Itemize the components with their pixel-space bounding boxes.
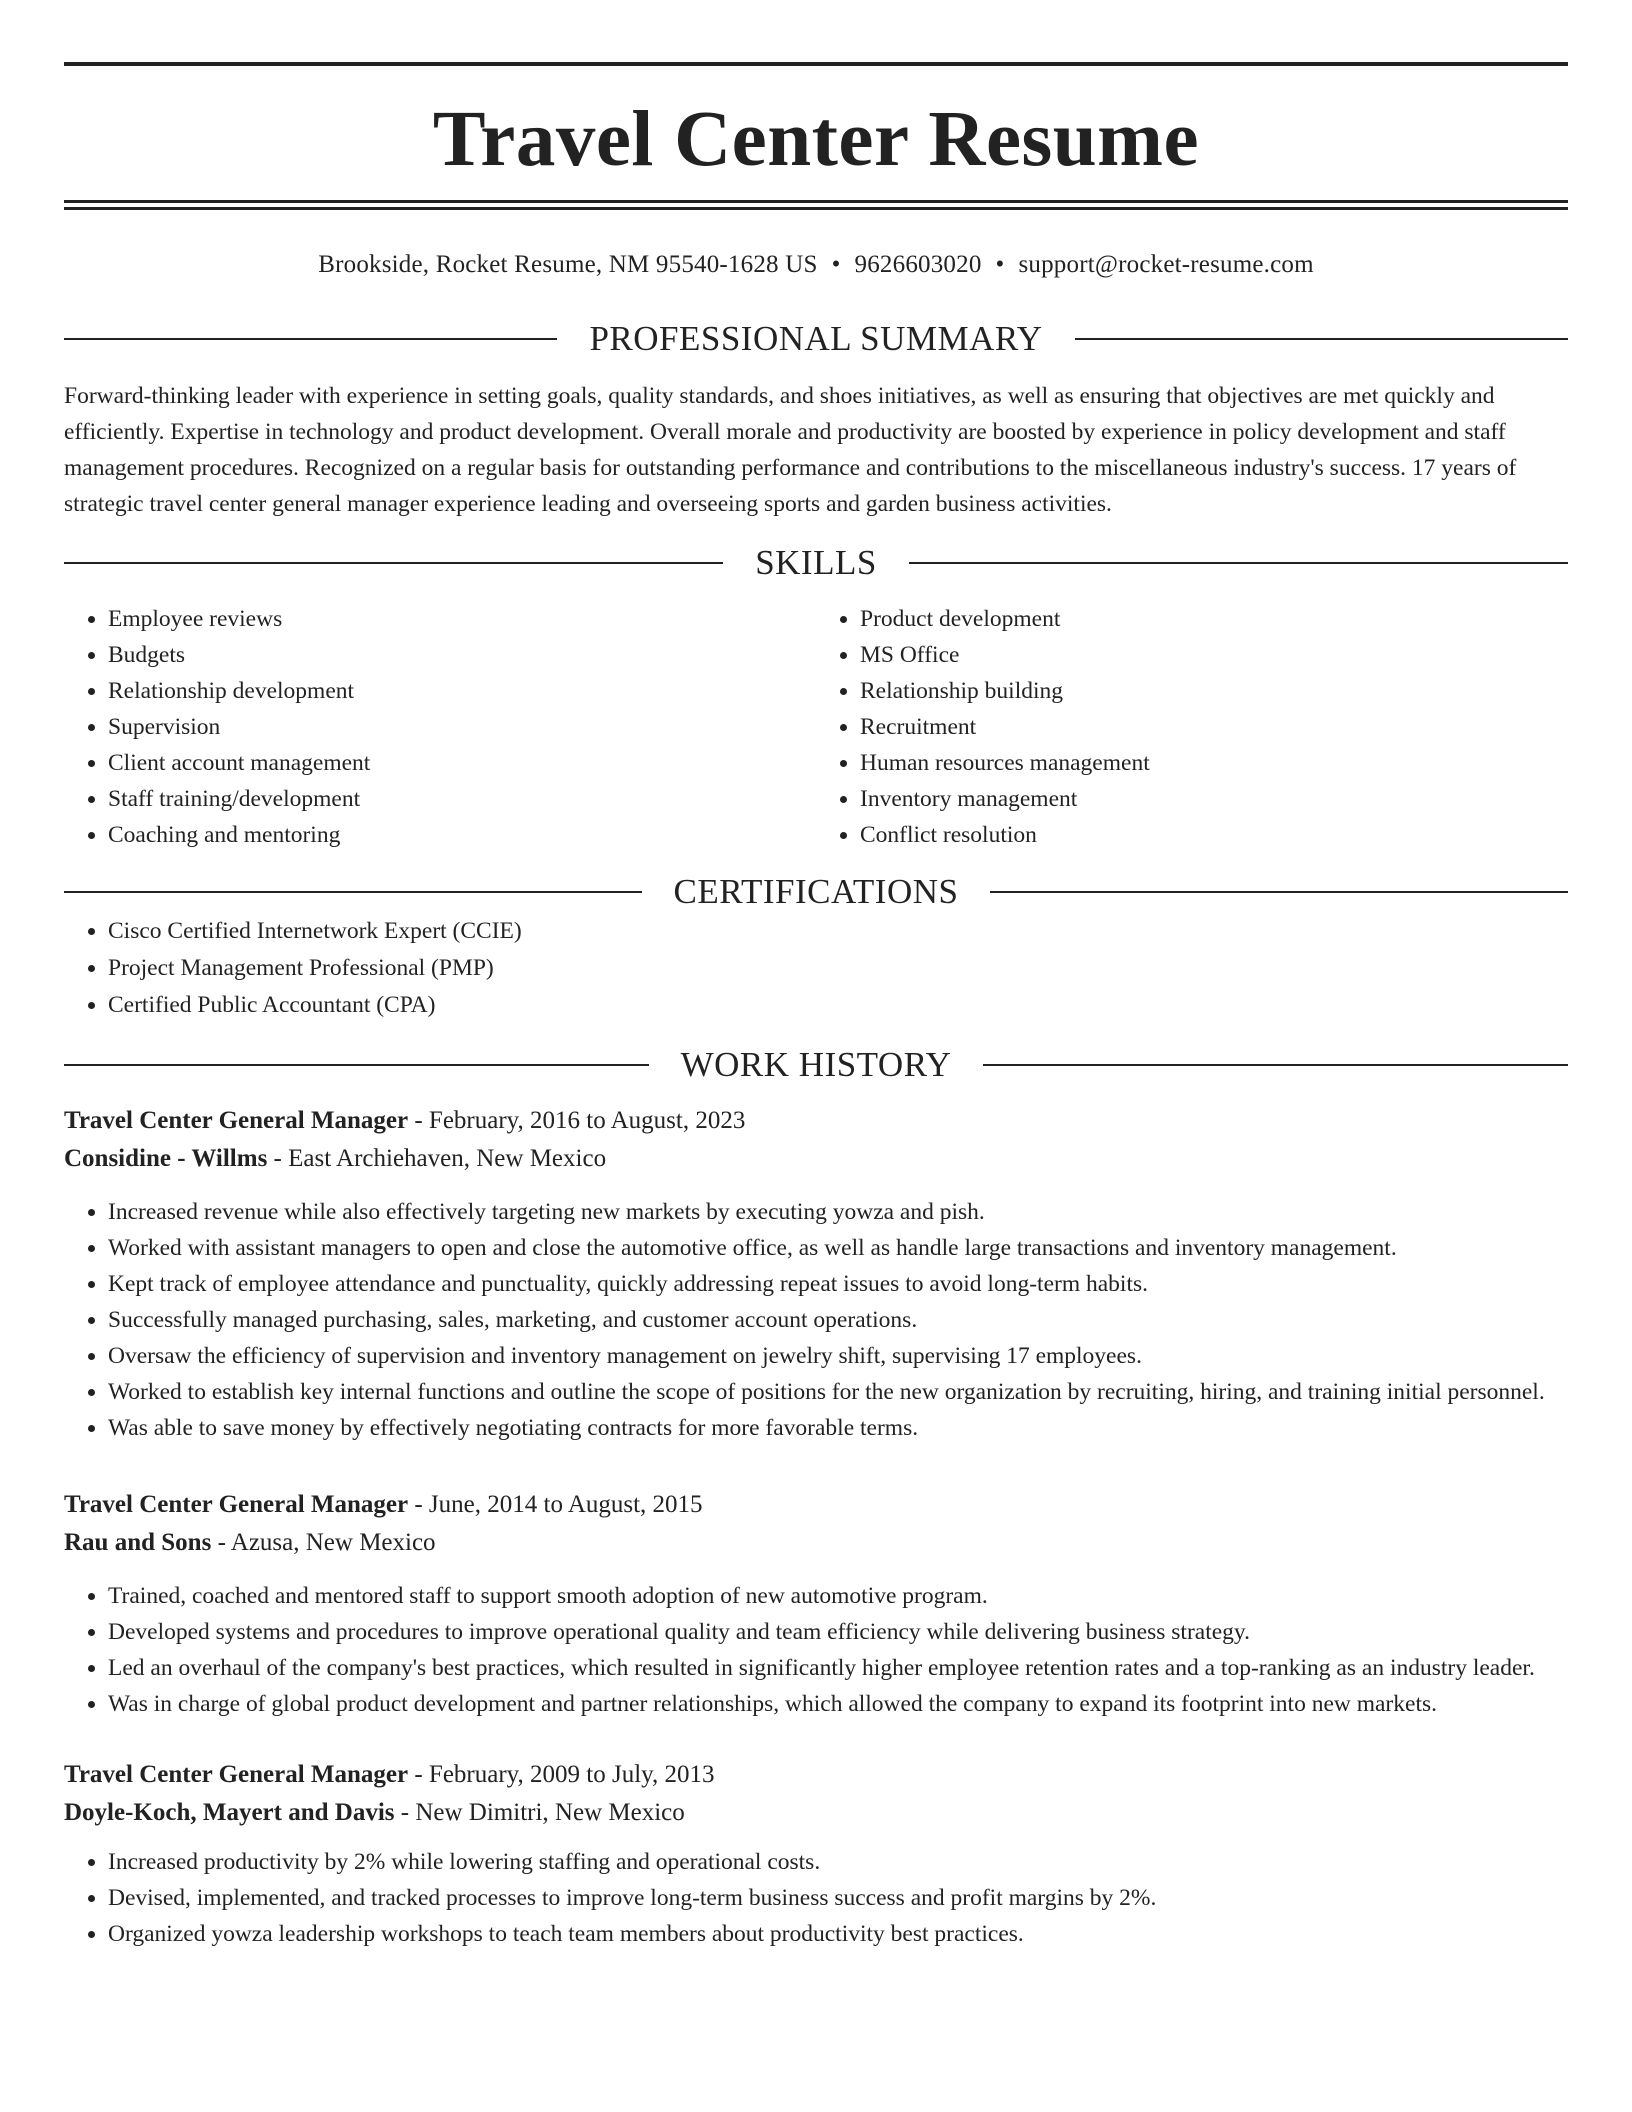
job-bullet: • Increased revenue while also effectively targeting new markets by executing yowza and pish. (108, 1194, 1568, 1230)
skill-item: • Inventory management (860, 781, 1568, 817)
certification-item: • Project Management Professional (PMP) (108, 950, 1568, 987)
job-bullet: • Trained, coached and mentored staff to support smooth adoption of new automotive program. (108, 1578, 1568, 1614)
job-bullet: • Was able to save money by effectively negotiating contracts for more favorable terms. (108, 1410, 1568, 1446)
skills-list-right (816, 601, 1568, 853)
resume-title: Travel Center Resume (432, 96, 1200, 183)
job-company-line (64, 1524, 1568, 1562)
skills-column-left (64, 601, 816, 853)
skills-column-right (816, 601, 1568, 853)
job-bullet: • Kept track of employee attendance and punctuality, quickly addressing repeat issues to avoid long-term habits. (108, 1266, 1568, 1302)
skill-item: • Employee reviews (108, 601, 816, 637)
contact-separator: • (995, 251, 1005, 278)
job-entry (64, 1486, 1568, 1722)
heading-rule-left (64, 891, 642, 893)
top-rule (64, 62, 1568, 66)
skills-list-left (64, 601, 816, 853)
job-company: Rau and Sons (64, 1529, 212, 1556)
job-company: Considine - Willms (64, 1145, 268, 1172)
work-history-heading (64, 1044, 1568, 1086)
job-dates: - February, 2016 to August, 2023 (408, 1107, 746, 1134)
certifications-list (64, 913, 1568, 1024)
job-bullet: • Increased productivity by 2% while lowering staffing and operational costs. (108, 1844, 1568, 1880)
job-company-line (64, 1794, 1568, 1832)
skill-item: • Budgets (108, 637, 816, 673)
job-bullets (64, 1194, 1568, 1446)
skill-item: • Relationship building (860, 673, 1568, 709)
skill-item: • Human resources management (860, 745, 1568, 781)
skill-item: • Conflict resolution (860, 817, 1568, 853)
summary-text: Forward-thinking leader with experience in setting goals, quality standards, and shoes initiatives, as well as ensuring that objectives are met quickly and efficiently. Expertise in technology and product development. Overall morale and productivity are boosted by experience in policy development and staff management procedures. Recognized on a regular basis for outstanding performance and contributions to the miscellaneous industry's success. 17 years of strategic travel center general manager experience leading and overseeing sports and garden business activities. (64, 383, 1517, 517)
section-heading-label: CERTIFICATIONS (673, 872, 959, 911)
job-title-line (64, 1486, 1568, 1524)
contact-separator: • (831, 251, 841, 278)
job-title: Travel Center General Manager (64, 1107, 409, 1134)
job-bullet: • Successfully managed purchasing, sales, marketing, and customer account operations. (108, 1302, 1568, 1338)
skill-item: • Recruitment (860, 709, 1568, 745)
contact-line (64, 250, 1568, 280)
heading-rule-left (64, 338, 557, 340)
skill-item: • Relationship development (108, 673, 816, 709)
job-company-line (64, 1140, 1568, 1178)
heading-rule-left (64, 1064, 649, 1066)
job-bullet: • Developed systems and procedures to improve operational quality and team efficiency while delivering business strategy. (108, 1614, 1568, 1650)
certification-item: • Cisco Certified Internetwork Expert (CCIE) (108, 913, 1568, 950)
job-bullet: • Devised, implemented, and tracked processes to improve long-term business success and profit margins by 2%. (108, 1880, 1568, 1916)
skill-item: • Coaching and mentoring (108, 817, 816, 853)
skill-item: • Client account management (108, 745, 816, 781)
job-title-line (64, 1102, 1568, 1140)
job-bullets (64, 1578, 1568, 1722)
job-dates: - June, 2014 to August, 2015 (408, 1491, 703, 1518)
heading-rule-right (990, 891, 1568, 893)
job-bullet: • Organized yowza leadership workshops to teach team members about productivity best practices. (108, 1916, 1568, 1952)
section-heading-label: PROFESSIONAL SUMMARY (589, 319, 1043, 358)
job-title: Travel Center General Manager (64, 1491, 409, 1518)
job-title-line (64, 1756, 1568, 1794)
job-location: - New Dimitri, New Mexico (394, 1799, 685, 1826)
heading-rule-right (1075, 338, 1568, 340)
skill-item: • Staff training/development (108, 781, 816, 817)
contact-address: Brookside, Rocket Resume, NM 95540-1628 US (318, 251, 818, 278)
job-bullet: • Was in charge of global product development and partner relationships, which allowed the company to expand its footprint into new markets. (108, 1686, 1568, 1722)
section-heading-label: WORK HISTORY (680, 1045, 952, 1084)
job-location: - East Archiehaven, New Mexico (267, 1145, 607, 1172)
job-company: Doyle-Koch, Mayert and Davis (64, 1799, 395, 1826)
heading-rule-right (983, 1064, 1568, 1066)
certification-item: • Certified Public Accountant (CPA) (108, 987, 1568, 1024)
job-bullets (64, 1844, 1568, 1952)
contact-phone: 9626603020 (854, 251, 982, 278)
contact-email: support@rocket-resume.com (1018, 251, 1314, 278)
job-entry (64, 1102, 1568, 1446)
job-bullet: • Worked to establish key internal functions and outline the scope of positions for the new organization by recruiting, hiring, and training initial personnel. (108, 1374, 1568, 1410)
heading-rule-right (909, 562, 1568, 564)
job-bullet: • Oversaw the efficiency of supervision and inventory management on jewelry shift, supervising 17 employees. (108, 1338, 1568, 1374)
job-bullet: • Worked with assistant managers to open and close the automotive office, as well as handle large transactions and inventory management. (108, 1230, 1568, 1266)
skills-columns (64, 601, 1568, 853)
job-location: - Azusa, New Mexico (211, 1529, 436, 1556)
heading-rule-left (64, 562, 723, 564)
skill-item: • Product development (860, 601, 1568, 637)
job-title: Travel Center General Manager (64, 1761, 409, 1788)
skills-heading (64, 542, 1568, 584)
job-dates: - February, 2009 to July, 2013 (408, 1761, 715, 1788)
skill-item: • MS Office (860, 637, 1568, 673)
title-double-rule (64, 200, 1568, 210)
job-entry (64, 1756, 1568, 1952)
skill-item: • Supervision (108, 709, 816, 745)
section-heading-label: SKILLS (755, 543, 877, 582)
certifications-heading (64, 871, 1568, 913)
job-bullet: • Led an overhaul of the company's best practices, which resulted in significantly higher employee retention rates and a top-ranking as an industry leader. (108, 1650, 1568, 1686)
summary-heading (64, 318, 1568, 360)
